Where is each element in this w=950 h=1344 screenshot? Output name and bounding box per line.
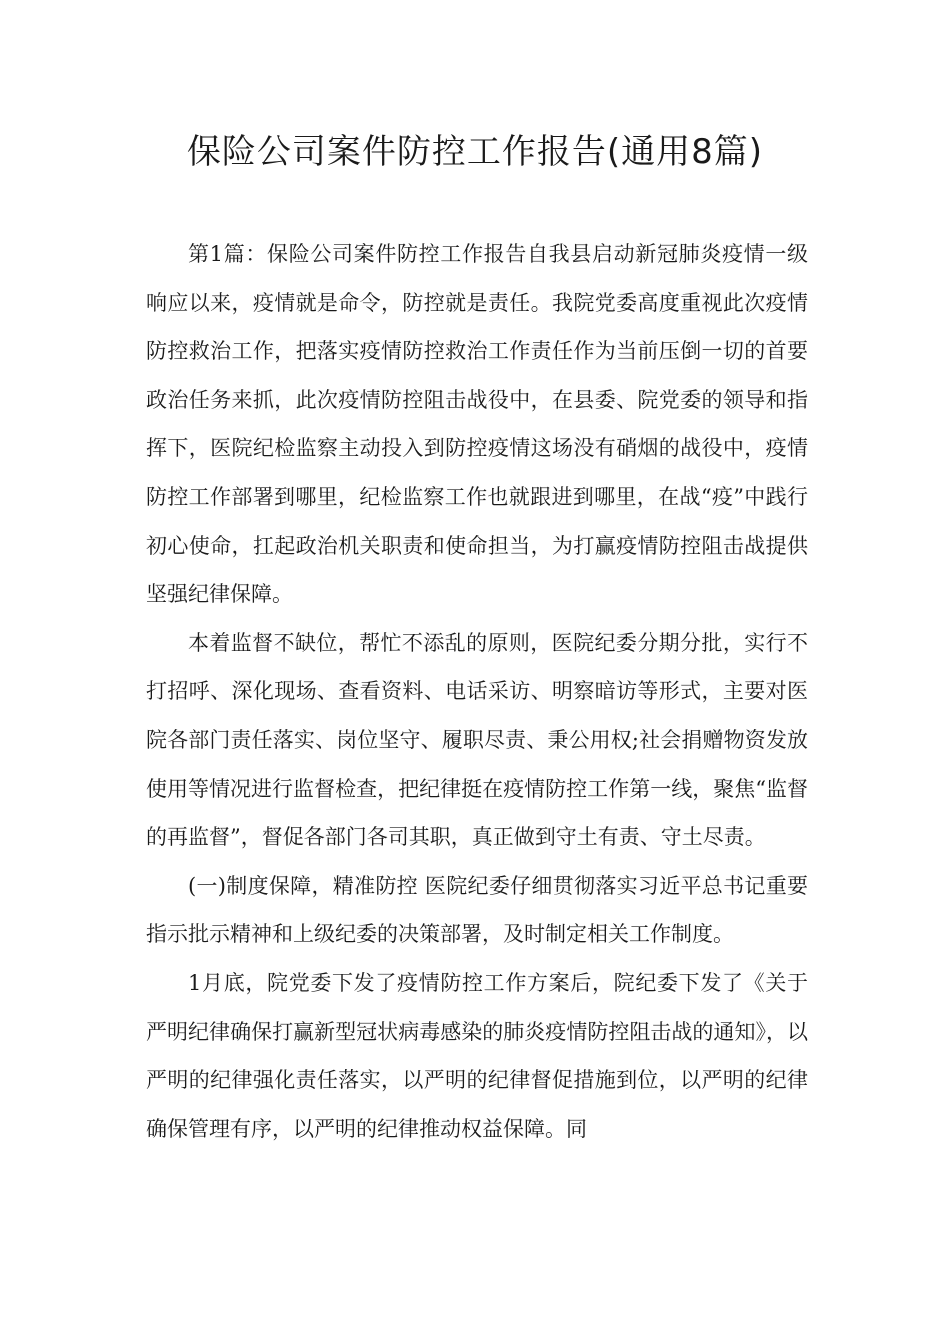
paragraph-1: 第1篇：保险公司案件防控工作报告自我县启动新冠肺炎疫情一级响应以来，疫情就是命令，防控就是责任。我院党委高度重视此次疫情防控救治工作，把落实疫情防控救治工作责任作为当前压倒一切的首要政治任务来抓，此次疫情防控阻击战役中，在县委、院党委的领导和指挥下，医院纪检监察主动投入到防控疫情这场没有硝烟的战役中，疫情防控工作部署到哪里，纪检监察工作也就跟进到哪里，在战“疫”中践行初心使命，扛起政治机关职责和使命担当，为打赢疫情防控阻击战提供坚强纪律保障。: [146, 242, 808, 607]
paragraph-2: 本着监督不缺位，帮忙不添乱的原则，医院纪委分期分批，实行不打招呼、深化现场、查看资料、电话采访、明察暗访等形式，主要对医院各部门责任落实、岗位坚守、履职尽责、秉公用权;社会捐赠物资发放使用等情况进行监督检查，把纪律挺在疫情防控工作第一线，聚焦“监督的再监督”，督促各部门各司其职，真正做到守土有责、守土尽责。: [146, 630, 808, 850]
paragraph-3: (一)制度保障，精准防控 医院纪委仔细贯彻落实习近平总书记重要指示批示精神和上级纪委的决策部署，及时制定相关工作制度。: [146, 873, 808, 947]
document-title: 保险公司案件防控工作报告(通用8篇): [186, 132, 764, 172]
paragraph-4: 1月底，院党委下发了疫情防控工作方案后，院纪委下发了《关于严明纪律确保打赢新型冠状病毒感染的肺炎疫情防控阻击战的通知》，以严明的纪律强化责任落实，以严明的纪律督促措施到位，以严明的纪律确保管理有序，以严明的纪律推动权益保障。同: [146, 970, 808, 1141]
document-body: [146, 230, 808, 1153]
